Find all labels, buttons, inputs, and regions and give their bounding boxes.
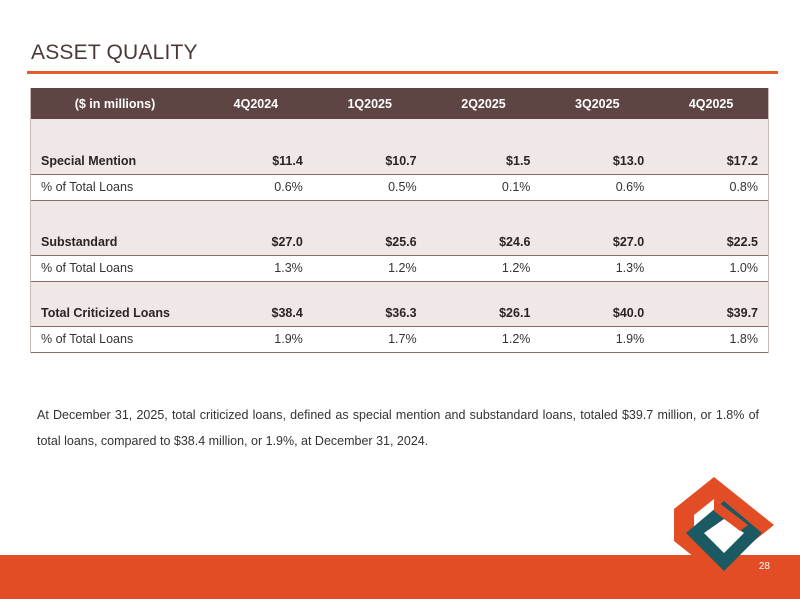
table-row — [31, 255, 768, 281]
table-cell: 1.2% — [501, 261, 531, 275]
table-cell: $22.5 — [726, 234, 758, 249]
table-cell: $36.3 — [385, 305, 417, 320]
table-cell: $27.0 — [612, 234, 645, 249]
table-cell: 1.3% — [615, 261, 645, 275]
asset-quality-table — [31, 88, 768, 353]
table-cell: 1.2% — [501, 332, 531, 346]
table-cell: 1.0% — [729, 261, 758, 275]
table-row — [31, 119, 768, 174]
table-cell: $26.1 — [499, 305, 531, 320]
table-cell: 0.6% — [274, 180, 303, 194]
table-cell: 0.8% — [729, 180, 758, 194]
table-cell: $39.7 — [726, 305, 758, 320]
title-divider — [27, 71, 778, 74]
table-cell: $13.0 — [612, 153, 645, 168]
table-cell: $25.6 — [385, 234, 417, 249]
table-row — [31, 200, 768, 255]
column-header: 3Q2025 — [575, 96, 620, 111]
column-header: 2Q2025 — [461, 96, 506, 111]
table-header-row — [31, 88, 768, 119]
table-cell: 0.1% — [501, 180, 531, 194]
row-label: Special Mention — [41, 153, 137, 168]
table-cell: $24.6 — [499, 234, 531, 249]
summary-note: At December 31, 2025, total criticized loans, defined as special mention and substandard loans, totaled $39.7 million, or 1.8% of total loans, compared to $38.4 million, or 1.9%, at December 31, 2024. — [37, 408, 759, 448]
table-cell: $38.4 — [271, 305, 303, 320]
table-row — [31, 281, 768, 326]
table-cell: 0.6% — [615, 180, 645, 194]
table-cell: $10.7 — [385, 153, 417, 168]
table-cell: 1.9% — [615, 332, 645, 346]
table-cell: 1.3% — [274, 261, 303, 275]
row-label: % of Total Loans — [41, 332, 134, 346]
table-cell: 0.5% — [388, 180, 417, 194]
table-cell: 1.7% — [388, 332, 417, 346]
page-number: 28 — [758, 561, 770, 572]
table-cell: $17.2 — [726, 153, 758, 168]
row-label: % of Total Loans — [41, 180, 134, 194]
asset-quality-table-container — [30, 88, 769, 353]
table-cell: 1.8% — [729, 332, 758, 346]
table-cell: $11.4 — [272, 153, 303, 168]
table-cell: $1.5 — [506, 153, 531, 168]
row-label: Substandard — [41, 234, 118, 249]
table-cell: 1.2% — [388, 261, 417, 275]
column-header: 4Q2024 — [233, 96, 279, 111]
table-row — [31, 326, 768, 352]
table-cell: $27.0 — [271, 234, 303, 249]
column-header: ($ in millions) — [74, 96, 156, 111]
table-cell: 1.9% — [274, 332, 303, 346]
row-label: Total Criticized Loans — [41, 305, 170, 320]
table-cell: $40.0 — [612, 305, 645, 320]
table-row — [31, 174, 768, 200]
row-label: % of Total Loans — [41, 261, 134, 275]
column-header: 1Q2025 — [347, 96, 392, 111]
column-header: 4Q2025 — [688, 96, 734, 111]
page-title: ASSET QUALITY — [31, 41, 198, 64]
